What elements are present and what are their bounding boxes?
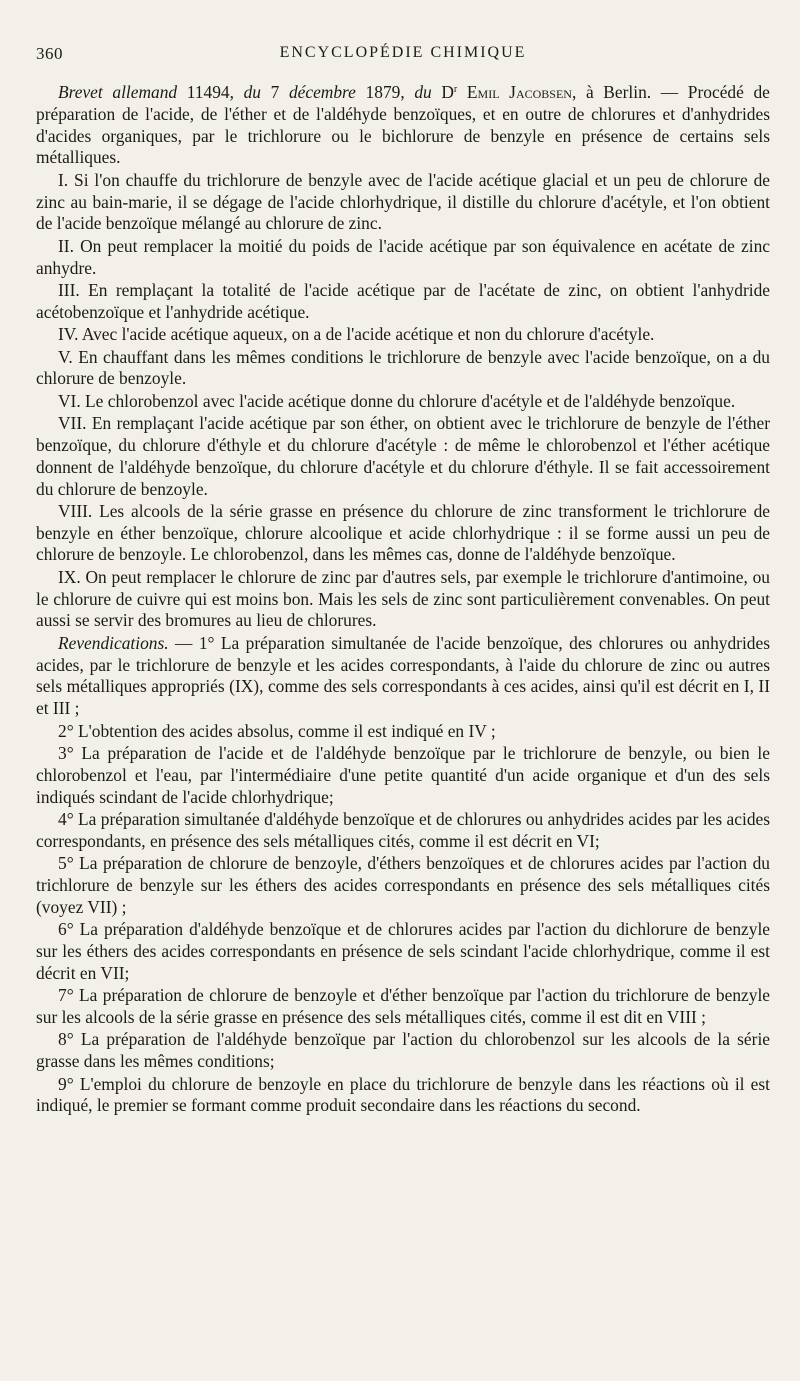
claim-9: 9° L'emploi du chlorure de benzoyle en place du trichlorure de benzyle dans les réactions où il est indiqué, le premier se formant comme produit secondaire dans les réactions du second. xyxy=(36,1073,770,1116)
doctor-d: D xyxy=(441,82,454,102)
patent-year: 1879, xyxy=(365,82,405,102)
patent-number: 11494, xyxy=(186,82,234,102)
page-body xyxy=(36,82,770,1117)
paragraph-iii: III. En remplaçant la totalité de l'acide acétique par de l'acétate de zinc, on obtient l'anhydride acétobenzoïque et l'anhydride acétique. xyxy=(36,279,770,322)
patent-intro xyxy=(36,82,770,169)
claim-8: 8° La préparation de l'aldéhyde benzoïque par l'action du chlorobenzol sur les alcools de la série grasse dans les mêmes conditions; xyxy=(36,1029,770,1072)
claim-3: 3° La préparation de l'acide et de l'aldéhyde benzoïque par le trichlorure de benzyle, ou bien le chlorobenzol et l'eau, par l'intermédiaire d'une petite quantité d'un acide organique et d'un des sels indiqués scindant de l'acide chlorhydrique; xyxy=(36,743,770,807)
claim-2: 2° L'obtention des acides absolus, comme il est indiqué en IV ; xyxy=(58,720,496,741)
claim-7: 7° La préparation de chlorure de benzoyle et d'éther benzoïque par l'action du trichlorure de benzyle sur les alcools de la série grasse en présence des sels métalliques cités, comme il est dit en VIII ; xyxy=(36,985,770,1027)
paragraph-vii: VII. En remplaçant l'acide acétique par son éther, on obtient avec le trichlorure de benzyle de l'éther benzoïque, du chlorure d'éthyle et du chlorure d'acétyle : de même le chlorobenzol et l'éther acétique donnent de l'aldéhyde benzoïque, du chlorure d'acétyle et du chlorure d'éthyle. Il se fait accessoirement du chlorure de benzoyle. xyxy=(36,413,770,499)
patent-place: à Berlin. xyxy=(585,82,652,102)
author-first-name: Emil xyxy=(466,82,500,102)
patent-du: du xyxy=(243,82,261,102)
claim-1: — 1° La préparation simultanée de l'acide benzoïque, des chlorures ou anhydrides acides, par le trichlorure de benzyle et les acides correspondants, à l'aide du chlorure de zinc ou autres sels métalliques appropriés (IX), comme des sels correspondants à ces acides, ainsi qu'il est décrit en I, II et III ; xyxy=(36,632,770,719)
author-last-name: Jacobsen, xyxy=(509,82,577,102)
paragraph-v: V. En chauffant dans les mêmes conditions le trichlorure de benzyle avec l'acide benzoïque, on a du chlorure de benzoyle. xyxy=(36,346,770,389)
doctor-sup: r xyxy=(453,84,458,95)
claims-heading: Revendications. xyxy=(58,632,169,653)
page-number: 360 xyxy=(36,44,63,63)
paragraph-ii: II. On peut remplacer la moitié du poids de l'acide acétique par son équivalence en acétate de zinc anhydre. xyxy=(36,235,770,278)
running-title: ENCYCLOPÉDIE CHIMIQUE xyxy=(279,44,527,61)
paragraph-viii: VIII. Les alcools de la série grasse en présence du chlorure de zinc transforment le trichlorure de benzyle en éther benzoïque, chlorure alcoolique et acide chlorhydrique : il se forme aussi un peu de chlorure de benzoyle. Le chlorobenzol, dans les mêmes cas, donne de l'aldéhyde benzoïque. xyxy=(36,500,770,565)
page-header xyxy=(36,44,770,68)
claims-intro xyxy=(36,633,770,720)
paragraph-ix: IX. On peut remplacer le chlorure de zinc par d'autres sels, par exemple le trichlorure d'antimoine, ou le chlorure de cuivre qui est moins bon. Mais les sels de zinc sont particulièrement convenables. On peut aussi se servir des bromures au lieu de chlorures. xyxy=(36,566,770,631)
claim-4: 4° La préparation simultanée d'aldéhyde benzoïque et de chlorures ou anhydrides acides par les acides correspondants, en présence des sels métalliques cités, comme il est décrit en VI; xyxy=(36,809,770,851)
patent-du2: du xyxy=(414,82,432,102)
paragraph-i: I. Si l'on chauffe du trichlorure de benzyle avec de l'acide acétique glacial et un peu de chlorure de zinc au bain-marie, il se dégage de l'acide chlorhydrique, il distille du chlorure d'acétyle, et l'on obtient de l'acide benzoïque mélangé au chlorure de zinc. xyxy=(36,169,770,234)
doctor-abbrev xyxy=(441,82,457,102)
patent-label: Brevet allemand xyxy=(58,82,178,102)
patent-description: — Procédé de préparation de l'acide, de l'éther et de l'aldéhyde benzoïques, et en outre de chlorures et d'anhydrides d'acides organiques, par le trichlorure ou le bichlorure de benzyle en présence de certains sels métalliques. xyxy=(36,82,770,168)
patent-month: décembre xyxy=(288,82,356,102)
claim-6: 6° La préparation d'aldéhyde benzoïque et de chlorures acides par l'action du dichlorure de benzyle sur les éthers des acides correspondants en présence de sels scindant l'acide chlorhydrique, comme il est décrit en VII; xyxy=(36,919,770,983)
paragraph-vi: VI. Le chlorobenzol avec l'acide acétique donne du chlorure d'acétyle et de l'aldéhyde benzoïque. xyxy=(58,390,736,411)
paragraph-iv: IV. Avec l'acide acétique aqueux, on a de l'acide acétique et non du chlorure d'acétyle. xyxy=(58,324,655,345)
claim-5: 5° La préparation de chlorure de benzoyle, d'éthers benzoïques et de chlorures acides par l'action du trichlorure de benzyle sur les éthers des acides correspondants en présence des sels métalliques cités (voyez VII) ; xyxy=(36,853,770,917)
patent-day: 7 xyxy=(270,82,280,102)
